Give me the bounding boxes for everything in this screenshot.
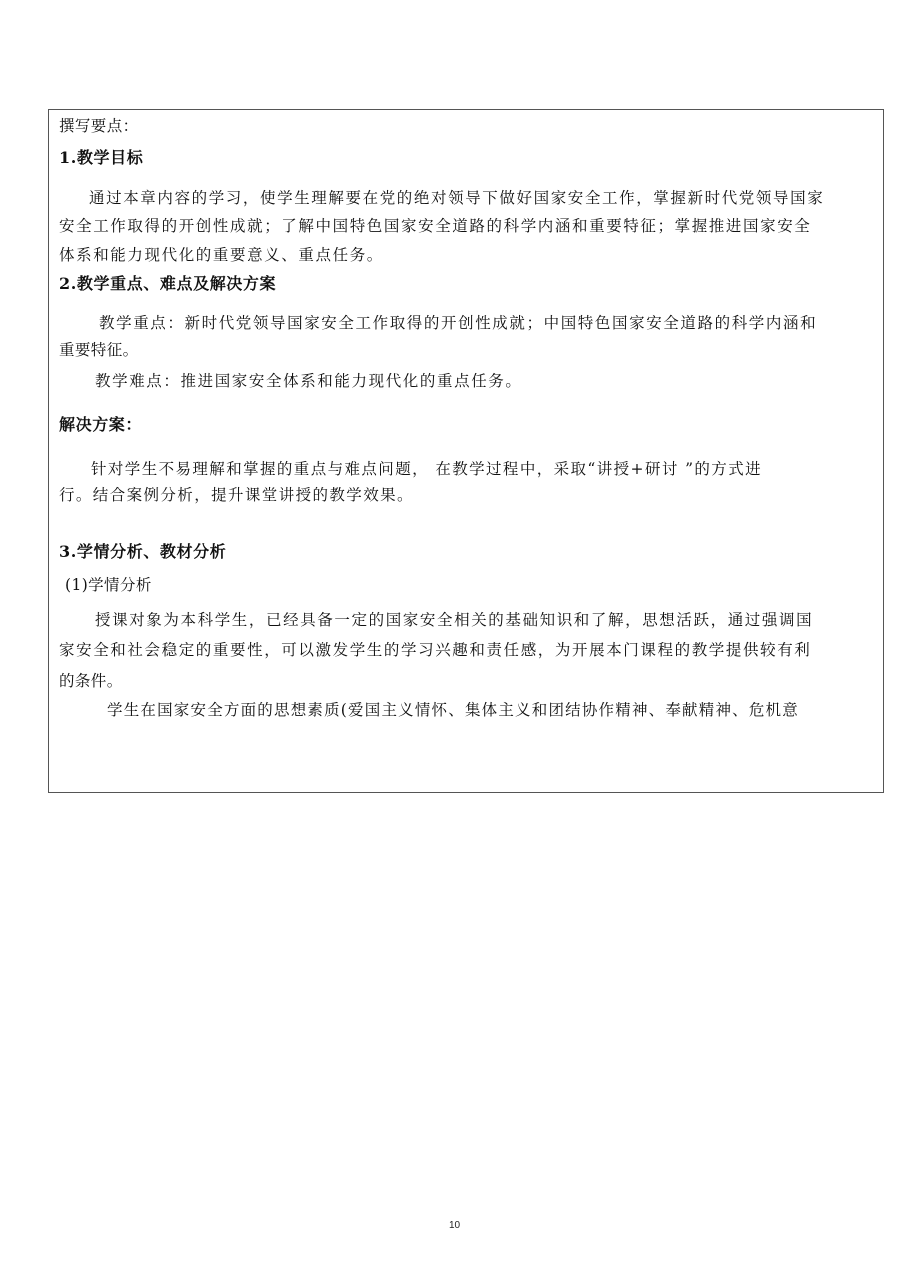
section-1-paragraph-line: 安全工作取得的开创性成就；了解中国特色国家安全道路的科学内涵和重要特征；掌握推进国家安全 [59, 217, 812, 235]
solution-line: 行。结合案例分析，提升课堂讲授的教学效果。 [59, 486, 414, 504]
section-3-subheading: (1)学情分析 [65, 576, 152, 594]
section-1-paragraph-line: 体系和能力现代化的重要意义、重点任务。 [59, 246, 384, 264]
content-box [48, 109, 884, 793]
solution-heading: 解决方案： [59, 415, 143, 434]
section-3-paragraph-line: 的条件。 [59, 672, 123, 690]
writing-points-label: 撰写要点： [59, 117, 139, 135]
section-3-paragraph-line: 授课对象为本科学生，已经具备一定的国家安全相关的基础知识和了解，思想活跃，通过强调国 [95, 611, 814, 629]
solution-line: 针对学生不易理解和掌握的重点与难点问题， 在教学过程中，采取“讲授+研讨 ”的方式进 [91, 460, 762, 478]
key-points-line: 重要特征。 [59, 341, 139, 359]
difficulty-line: 教学难点：推进国家安全体系和能力现代化的重点任务。 [95, 372, 523, 390]
section-2-heading: 2.教学重点、难点及解决方案 [59, 274, 277, 293]
section-3-last-line: 学生在国家安全方面的思想素质(爱国主义情怀、集体主义和团结协作精神、奉献精神、危机意 [107, 701, 799, 719]
section-3-heading: 3.学情分析、教材分析 [59, 542, 227, 561]
page-number: 10 [448, 1220, 461, 1231]
key-points-line: 教学重点：新时代党领导国家安全工作取得的开创性成就；中国特色国家安全道路的科学内涵和 [99, 314, 818, 332]
section-1-heading: 1.教学目标 [59, 148, 144, 167]
section-3-paragraph-line: 家安全和社会稳定的重要性，可以激发学生的学习兴趣和责任感，为开展本门课程的教学提供较有利 [59, 641, 812, 659]
section-1-paragraph-line: 通过本章内容的学习，使学生理解要在党的绝对领导下做好国家安全工作，掌握新时代党领导国家 [89, 189, 825, 207]
